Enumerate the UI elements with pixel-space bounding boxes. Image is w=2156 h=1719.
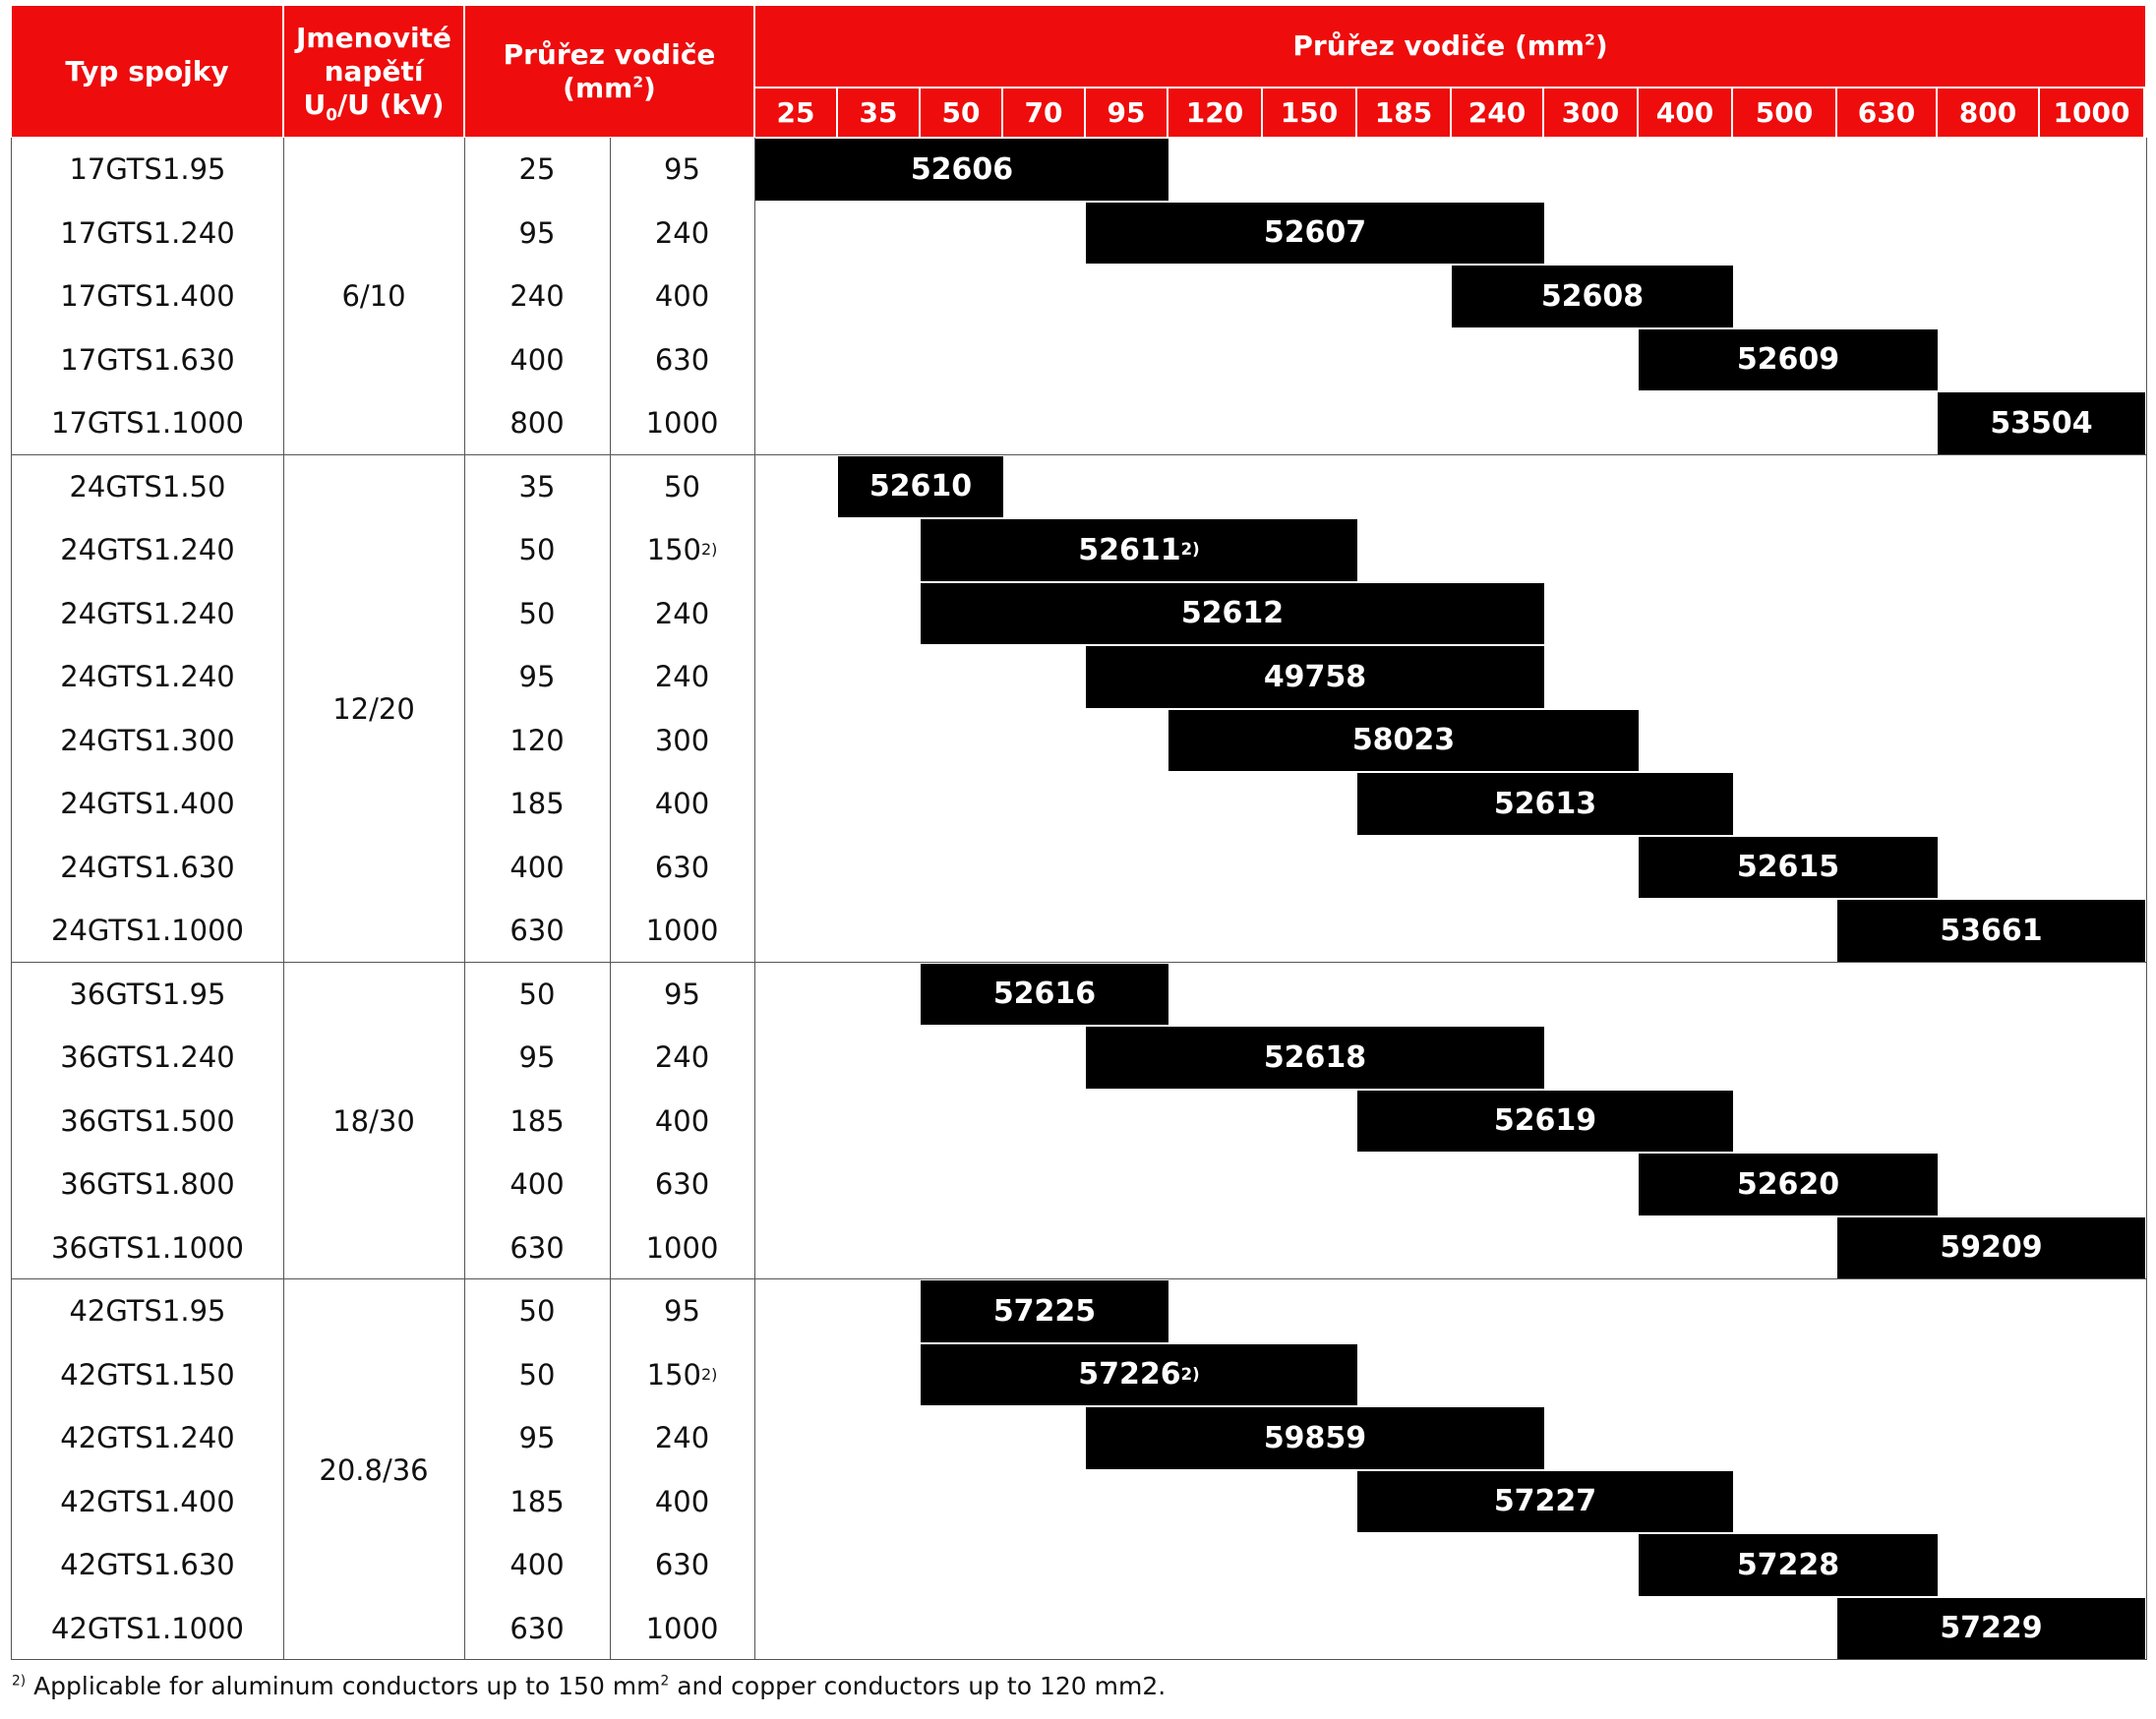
max-cross-section-cell: 400 [654,279,710,314]
max-cross-section-cell: 630 [654,850,710,884]
grid-line [610,138,611,1660]
product-code: 53661 [1940,913,2043,948]
max-cross-section-cell: 50 [664,469,700,504]
max-cross-section-cell: 300 [654,723,710,757]
product-code-bar [1639,329,1938,393]
type-cell: 36GTS1.800 [60,1167,235,1202]
max-cross-section-cell: 150 2) [646,533,718,567]
type-cell: 17GTS1.400 [60,279,235,314]
size-header-120: 120 [1168,89,1261,137]
voltage-cell: 18/30 [332,1103,415,1138]
product-code: 53504 [1990,405,2093,441]
min-cross-section-cell: 95 [518,1040,556,1075]
max-cross-section-cell: 240 [654,1040,710,1075]
type-cell: 24GTS1.50 [69,469,226,504]
max-cross-section-cell: 95 [664,152,700,187]
size-header-240: 240 [1452,89,1542,137]
product-code-bar [1837,900,2145,964]
product-code-bar [921,964,1168,1028]
product-code: 57227 [1493,1484,1597,1519]
min-cross-section-cell: 630 [509,1230,565,1265]
product-code: 59209 [1940,1230,2043,1266]
min-cross-section-cell: 50 [518,533,556,567]
header-type [12,6,282,137]
product-code: 52607 [1263,215,1367,251]
product-code-bar [1086,1027,1544,1091]
max-cross-section-cell: 240 [654,215,710,250]
product-code: 52611 [1078,532,1181,567]
product-code-bar [838,456,1003,520]
min-cross-section-cell: 95 [518,215,556,250]
group-separator-line [11,1278,2147,1279]
max-cross-section-cell: 400 [654,787,710,821]
grid-line [464,138,465,1660]
min-cross-section-cell: 95 [518,1421,556,1455]
product-code: 57229 [1940,1611,2043,1646]
max-cross-section-cell: 95 [664,977,700,1011]
product-code: 57225 [992,1293,1097,1329]
header-range [755,6,2145,87]
product-code-bar: 57226 2) [921,1344,1357,1408]
product-code: 52612 [1180,596,1285,631]
product-code: 52616 [992,977,1097,1012]
max-cross-section-cell: 240 [654,660,710,694]
min-cross-section-cell: 50 [518,1357,556,1392]
max-cross-section-cell: 240 [654,1421,710,1455]
product-code-bar [1639,837,1938,901]
type-cell: 17GTS1.1000 [51,406,244,441]
product-code: 57228 [1736,1547,1840,1582]
min-cross-section-cell: 400 [509,342,565,377]
product-code-bar [1452,266,1733,329]
footnote-text: Applicable for aluminum conductors up to 150 mm [26,1672,661,1700]
product-code-bar: 52611 2) [921,519,1357,583]
type-cell: 42GTS1.400 [60,1484,235,1518]
min-cross-section-cell: 630 [509,1611,565,1645]
type-cell: 42GTS1.1000 [51,1611,244,1645]
type-cell: 42GTS1.630 [60,1548,235,1582]
product-code-bar [1168,710,1639,774]
footnote-sup: 2 [660,1673,670,1689]
voltage-cell: 20.8/36 [319,1452,429,1487]
voltage-cell: 12/20 [332,691,415,726]
max-cross-section-cell: 1000 [645,914,719,948]
header-range-label: Průřez vodiče $(mm^2)$ [1292,30,1608,62]
size-header-400: 400 [1639,89,1731,137]
product-code-bar [755,139,1168,203]
product-code: 52619 [1493,1103,1597,1139]
max-cross-section-cell: 1000 [645,1230,719,1265]
min-cross-section-cell: 35 [518,469,556,504]
footnote-text-end: and copper conductors up to 120 mm2. [669,1672,1167,1700]
type-cell: 24GTS1.240 [60,596,235,630]
product-code: 52620 [1736,1166,1840,1202]
min-cross-section-cell: 630 [509,914,565,948]
type-cell: 24GTS1.240 [60,533,235,567]
header-voltage-line1: Jmenovité [296,21,451,54]
header-type-label: Typ spojky [65,54,229,88]
max-cross-section-cell: 240 [654,596,710,630]
max-cross-section-cell: 1000 [645,1611,719,1645]
product-code: 52606 [910,151,1014,187]
grid-line [2146,138,2147,1660]
product-code: 52618 [1263,1039,1367,1075]
size-header-95: 95 [1086,89,1167,137]
type-cell: 42GTS1.95 [69,1294,226,1329]
min-cross-section-cell: 95 [518,660,556,694]
product-code: 57226 [1078,1357,1181,1393]
voltage-cell: 6/10 [341,279,406,314]
grid-line [754,138,755,1660]
product-code-bar [1357,1471,1733,1535]
min-cross-section-cell: 120 [509,723,565,757]
product-code: 52613 [1493,786,1597,821]
type-cell: 24GTS1.300 [60,723,235,757]
size-header-300: 300 [1544,89,1637,137]
product-code: 52609 [1736,342,1840,378]
product-code: 52615 [1736,850,1840,885]
size-header-630: 630 [1837,89,1936,137]
type-cell: 24GTS1.1000 [51,914,244,948]
min-cross-section-cell: 185 [509,1103,565,1138]
product-code: 59859 [1263,1420,1367,1455]
type-cell: 24GTS1.240 [60,660,235,694]
min-cross-section-cell: 800 [509,406,565,441]
product-code: 49758 [1263,659,1367,694]
product-code: 52608 [1540,278,1645,314]
size-header-500: 500 [1733,89,1835,137]
max-cross-section-cell: 400 [654,1103,710,1138]
min-cross-section-cell: 400 [509,1167,565,1202]
footnote-marker: 2) [12,1673,27,1689]
max-cross-section-cell: 95 [664,1294,700,1329]
product-code-bar [1639,1154,1938,1217]
size-header-1000: 1000 [2040,89,2143,137]
max-cross-section-cell: 630 [654,1548,710,1582]
group-separator-line [11,962,2147,963]
type-cell: 36GTS1.240 [60,1040,235,1075]
type-cell: 42GTS1.240 [60,1421,235,1455]
type-cell: 36GTS1.95 [69,977,226,1011]
min-cross-section-cell: 400 [509,1548,565,1582]
product-code: 52610 [868,469,973,504]
product-code-bar [1938,392,2145,456]
min-cross-section-cell: 185 [509,787,565,821]
size-header-50: 50 [921,89,1001,137]
footnote [12,1672,1166,1700]
size-header-25: 25 [755,89,836,137]
product-code-bar [1086,646,1544,710]
size-header-70: 70 [1003,89,1084,137]
size-header-150: 150 [1263,89,1355,137]
product-code-bar [1357,1091,1733,1155]
header-voltage-line2: napětí [324,54,424,88]
size-header-800: 800 [1938,89,2038,137]
size-header-35: 35 [838,89,919,137]
product-code-bar [921,583,1544,647]
product-code-bar [1357,773,1733,837]
max-cross-section-cell: 630 [654,342,710,377]
header-cross-section [465,6,753,137]
min-cross-section-cell: 50 [518,1294,556,1329]
type-cell: 24GTS1.630 [60,850,235,884]
group-separator-line [11,1659,2147,1660]
type-cell: 17GTS1.95 [69,152,226,187]
grid-line [283,138,284,1660]
max-cross-section-cell: 150 2) [646,1357,718,1392]
type-cell: 17GTS1.240 [60,215,235,250]
type-cell: 24GTS1.400 [60,787,235,821]
product-code: 58023 [1351,723,1456,758]
min-cross-section-cell: 50 [518,596,556,630]
header-cross-section-label: Průřez vodiče [503,37,716,71]
header-cross-section-unit: $(mm^2)$ [563,71,656,104]
header-voltage [284,6,463,137]
product-code-bar [1837,1598,2145,1662]
max-cross-section-cell: 1000 [645,406,719,441]
min-cross-section-cell: 400 [509,850,565,884]
size-header-185: 185 [1357,89,1450,137]
min-cross-section-cell: 240 [509,279,565,314]
product-code-bar [1086,1407,1544,1471]
min-cross-section-cell: 50 [518,977,556,1011]
type-cell: 36GTS1.1000 [51,1230,244,1265]
group-separator-line [11,454,2147,455]
max-cross-section-cell: 630 [654,1167,710,1202]
type-cell: 42GTS1.150 [60,1357,235,1392]
type-cell: 17GTS1.630 [60,342,235,377]
product-code-bar [1639,1534,1938,1598]
min-cross-section-cell: 185 [509,1484,565,1518]
product-code-bar [1086,203,1544,267]
min-cross-section-cell: 25 [518,152,556,187]
max-cross-section-cell: 400 [654,1484,710,1518]
product-code-bar [921,1280,1168,1344]
header-voltage-line3: $U_0/U$ (kV) [303,88,445,125]
grid-line [11,138,12,1660]
type-cell: 36GTS1.500 [60,1103,235,1138]
product-code-bar [1837,1217,2145,1281]
